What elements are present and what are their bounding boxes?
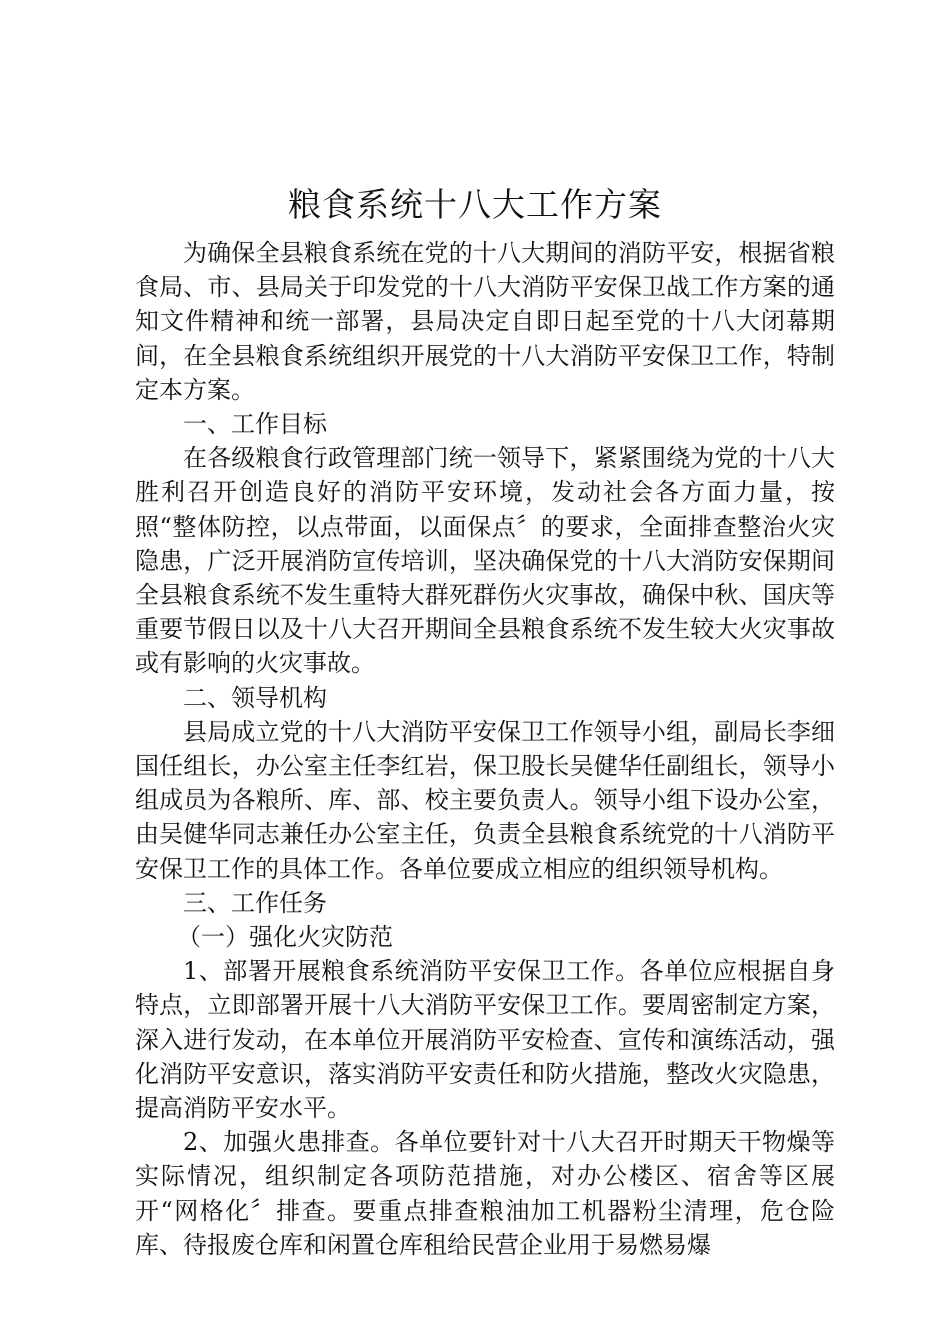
section-heading-tasks: 三、工作任务 xyxy=(183,888,327,917)
document-body xyxy=(135,236,835,1262)
task-item-2-paragraph: 2、加强火患排查。各单位要针对十八大召开时期天干物燥等实际情况，组织制定各项防范措施，对办公楼区、宿舍等区展开“网格化〞排查。要重点排查粮油加工机器粉尘清理，危仓险库、待报废仓库和闲置仓库租给民营企业用于易燃易爆 xyxy=(135,1128,835,1259)
intro-paragraph: 为确保全县粮食系统在党的十八大期间的消防平安，根据省粮食局、市、县局关于印发党的十八大消防平安保卫战工作方案的通知文件精神和统一部署，县局决定自即日起至党的十八大闭幕期间，在全县粮食系统组织开展党的十八大消防平安保卫工作，特制定本方案。 xyxy=(135,239,835,404)
goals-paragraph: 在各级粮食行政管理部门统一领导下，紧紧围绕为党的十八大胜利召开创造良好的消防平安环境，发动社会各方面力量，按照“整体防控，以点带面，以面保点〞的要求，全面排查整治火灾隐患，广泛开展消防宣传培训，坚决确保党的十八大消防安保期间全县粮食系统不发生重特大群死群伤火灾事故，确保中秋、国庆等重要节假日以及十八大召开期间全县粮食系统不发生较大火灾事故或有影响的火灾事故。 xyxy=(135,444,835,678)
document-title: 粮食系统十八大工作方案 xyxy=(288,185,662,224)
task-item-1-paragraph: 1、部署开展粮食系统消防平安保卫工作。各单位应根据自身特点，立即部署开展十八大消防平安保卫工作。要周密制定方案，深入进行发动，在本单位开展消防平安检查、宣传和演练活动，强化消防平安意识，落实消防平安责任和防火措施，整改火灾隐患，提高消防平安水平。 xyxy=(135,957,835,1123)
leadership-paragraph: 县局成立党的十八大消防平安保卫工作领导小组，副局长李细国任组长，办公室主任李红岩，保卫股长吴健华任副组长，领导小组成员为各粮所、库、部、校主要负责人。领导小组下设办公室，由吴健华同志兼任办公室主任，负责全县粮食系统党的十八消防平安保卫工作的具体工作。各单位要成立相应的组织领导机构。 xyxy=(135,717,835,883)
subsection-heading-fire-prevention: （一）强化火灾防范 xyxy=(177,923,393,952)
section-heading-goals: 一、工作目标 xyxy=(183,410,327,439)
section-heading-leadership: 二、领导机构 xyxy=(183,683,327,712)
